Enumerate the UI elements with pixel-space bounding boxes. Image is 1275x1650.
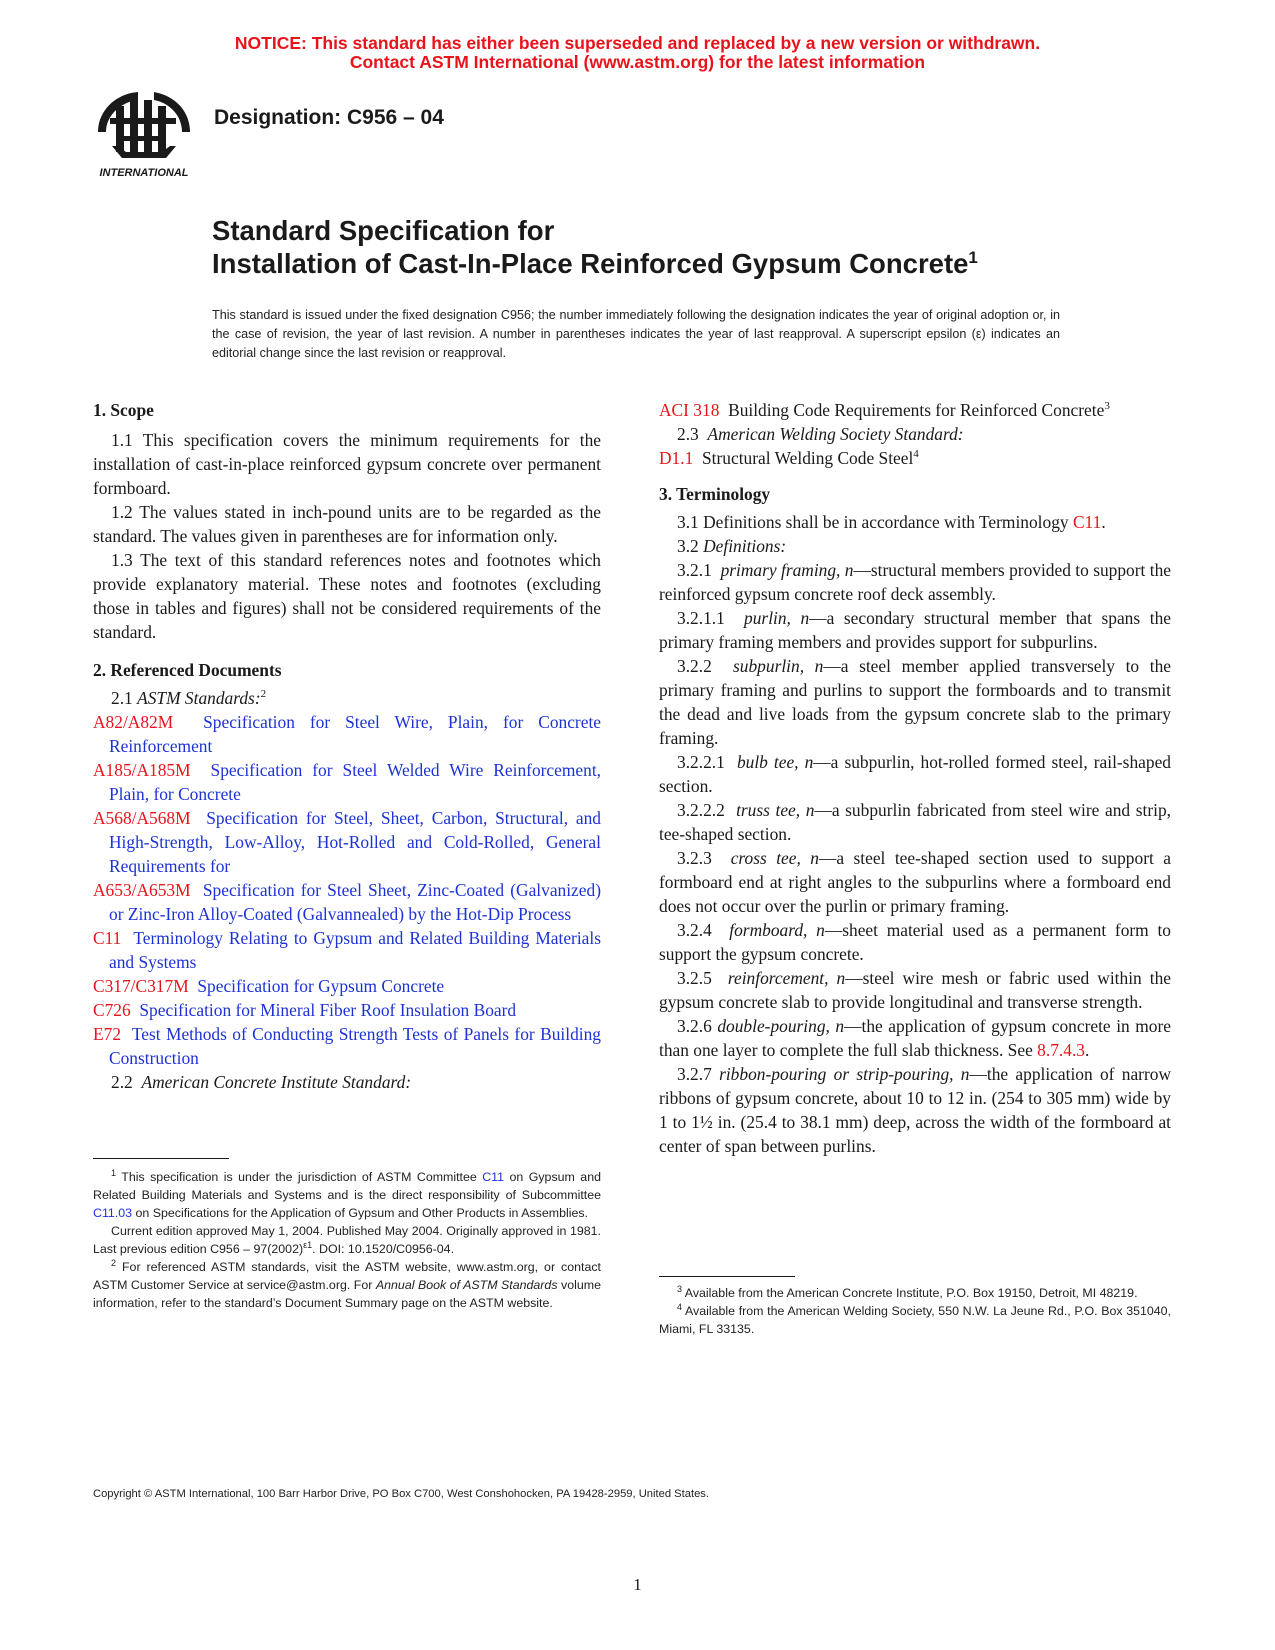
footnote-edition: Current edition approved May 1, 2004. Published May 2004. Originally approved in 1981. Last previous edition $C956 - 97(2002)^{\varepsilon 1}$. DOI: 10.1520/C0956-04.: [93, 1224, 601, 1256]
footnote-2: $^2$ For referenced ASTM standards, visit the ASTM website, www.astm.org, or contact ASTM Customer Service at service@astm.org. For Annual Book of ASTM Standards volume information, refer to the standard’s Document Summary page on the ASTM website.: [93, 1257, 601, 1310]
definition-item: 3.2.1 primary framing, n—structural members provided to support the reinforced gypsum concrete roof deck assembly.: [659, 560, 1172, 604]
footnote-4: $^4$ Available from the American Welding Society, 550 N.W. La Jeune Rd., P.O. Box 351040, Miami, FL 33135.: [659, 1301, 1171, 1336]
title-line-2: Installation of Cast-In-Place Reinforced Gypsum Concrete$^1$: [212, 247, 978, 279]
definition-term: subpurlin, n: [733, 656, 824, 676]
definition-item: 3.2.5 reinforcement, n—steel wire mesh or fabric used within the gypsum concrete slab to provide longitudinal and transverse strength.: [659, 968, 1172, 1012]
right-column: [659, 398, 1171, 1158]
footnote-3: $^3$ Available from the American Concrete Institute, P.O. Box 19150, Detroit, MI 48219.: [677, 1283, 1138, 1300]
scope-1-2: 1.2 The values stated in inch-pound units are to be regarded as the standard. The values given in parentheses are for information only.: [93, 502, 601, 546]
definition-term: primary framing, n: [720, 560, 854, 580]
reference-item: [93, 926, 601, 974]
ref-code[interactable]: A185/A185M: [93, 760, 191, 780]
issued-note: This standard is issued under the fixed designation C956; the number immediately following the designation indicates the year of original adoption or, in the case of revision, the year of last revision. A number in parentheses indicates the year of last reapproval. A superscript epsilon (ε) indicates an editorial change since the last revision or reapproval.: [212, 308, 1060, 360]
reference-item: [93, 758, 601, 806]
definition-item: 3.2.2.1 bulb tee, n—a subpurlin, hot-rolled formed steel, rail-shaped section.: [659, 752, 1171, 796]
withdrawal-notice: [0, 34, 1275, 72]
notice-line-1: NOTICE: This standard has either been superseded and replaced by a new version or withdrawn.: [234, 33, 1041, 53]
ref-title[interactable]: Specification for Steel Welded Wire Reinforcement, Plain, for Concrete: [109, 760, 601, 804]
reference-d1-1: D1.1 Structural Welding Code Steel$^4$: [659, 448, 919, 468]
left-column: [93, 398, 601, 1094]
ref-code[interactable]: A568/A568M: [93, 808, 191, 828]
logo-text: INTERNATIONAL: [99, 167, 189, 179]
reference-item: [93, 806, 601, 878]
ref-title[interactable]: Specification for Mineral Fiber Roof Insulation Board: [139, 1000, 517, 1020]
title-footnote-mark: 1: [968, 247, 978, 267]
footnote-rule-right: [659, 1276, 795, 1277]
reference-item: [93, 974, 601, 998]
reference-item: [93, 878, 601, 926]
page-number: 1: [633, 1575, 642, 1594]
footnote-rule-left: [93, 1158, 229, 1159]
footnote-link-c11-03[interactable]: C11.03: [93, 1206, 133, 1220]
aci-standard-label: 2.2 American Concrete Institute Standard:: [111, 1072, 412, 1092]
definition-term: purlin, n: [744, 608, 810, 628]
definition-3-2-6: 3.2.6 double-pouring, n—the application of gypsum concrete in more than one layer to complete the full slab thickness. See 8.7.4.3.: [659, 1016, 1171, 1060]
definition-item: 3.2.4 formboard, n—sheet material used as a permanent form to support the gypsum concrete.: [659, 920, 1171, 964]
ref-title[interactable]: Terminology Relating to Gypsum and Related Building Materials and Systems: [109, 928, 601, 972]
notice-line-2: Contact ASTM International (www.astm.org) for the latest information: [349, 52, 926, 72]
reference-item: [93, 1022, 601, 1070]
astm-standards-label: 2.1 ASTM Standards:$^2$: [111, 688, 267, 708]
ref-code[interactable]: E72: [93, 1024, 122, 1044]
scope-1-1: 1.1 This specification covers the minimum requirements for the installation of cast-in-place reinforced gypsum concrete over permanent formboard.: [93, 430, 601, 498]
footnotes-right: [659, 1284, 1171, 1338]
definition-term: bulb tee, n: [736, 752, 814, 772]
ref-code[interactable]: A653/A653M: [93, 880, 191, 900]
definition-item: 3.2.3 cross tee, n—a steel tee-shaped section used to support a formboard end at right angles to the subpurlins where a formboard end does not occur over the purlin or primary framing.: [659, 848, 1171, 916]
scope-1-3: 1.3 The text of this standard references notes and footnotes which provide explanatory material. These notes and footnotes (excluding those in tables and figures) shall not be considered requirements of the standard.: [93, 550, 601, 642]
ref-title[interactable]: Test Methods of Conducting Strength Tests of Panels for Building Construction: [109, 1024, 601, 1068]
ref-title[interactable]: Specification for Gypsum Concrete: [197, 976, 445, 996]
ref-code-aci-318[interactable]: ACI 318: [659, 400, 720, 420]
reference-item: [93, 998, 601, 1022]
title-line-1: Standard Specification for: [212, 215, 555, 246]
terminology-3-1: 3.1 Definitions shall be in accordance with Terminology C11.: [677, 512, 1106, 532]
definitions-label: 3.2 Definitions:: [677, 536, 787, 556]
definition-term: truss tee, n: [736, 800, 815, 820]
reference-list: [93, 710, 601, 1070]
ref-title[interactable]: Specification for Steel Sheet, Zinc-Coated (Galvanized) or Zinc-Iron Alloy-Coated (Galvannealed) by the Hot-Dip Process: [109, 880, 601, 924]
astm-logo-icon: [92, 88, 196, 184]
ref-code[interactable]: C726: [93, 1000, 131, 1020]
section-heading-referenced-documents: 2. Referenced Documents: [93, 660, 282, 680]
ref-code[interactable]: A82/A82M: [93, 712, 174, 732]
definition-link-8-7-4-3[interactable]: 8.7.4.3: [1037, 1040, 1085, 1060]
definition-item: 3.2.2.2 truss tee, n—a subpurlin fabricated from steel wire and strip, tee-shaped section.: [659, 800, 1171, 844]
footnote-1: $^1$ This specification is under the jurisdiction of ASTM Committee C11 on Gypsum and Related Building Materials and Systems and is the direct responsibility of Subcommittee C11.03 on Specifications for the Application of Gypsum and Other Products in Assemblies.: [93, 1167, 601, 1220]
definition-item: 3.2.1.1 purlin, n—a secondary structural member that spans the primary framing members and provides support for subpurlins.: [659, 608, 1171, 652]
document-title: [212, 214, 978, 280]
astm-logo: [92, 88, 196, 184]
ref-code-d1-1[interactable]: D1.1: [659, 448, 694, 468]
ref-title[interactable]: Specification for Steel, Sheet, Carbon, Structural, and High-Strength, Low-Alloy, Hot-Rolled and Cold-Rolled, General Requirements for: [109, 808, 601, 876]
ref-code[interactable]: C317/C317M: [93, 976, 189, 996]
definition-3-2-7: 3.2.7 ribbon-pouring or strip-pouring, n—the application of narrow ribbons of gypsum concrete, about 10 to 12 in. (254 to 305 mm) wide by 1 to 1½ in. (25.4 to 38.1 mm) deep, across the width of the formboard at center of span between purlins.: [659, 1064, 1171, 1156]
definition-term: cross tee, n: [730, 848, 819, 868]
section-heading-terminology: 3. Terminology: [659, 484, 771, 504]
footnote-link-c11[interactable]: C11: [482, 1170, 505, 1184]
ref-title[interactable]: Specification for Steel Wire, Plain, for Concrete Reinforcement: [109, 712, 601, 756]
terminology-link-c11[interactable]: C11: [1072, 512, 1102, 532]
footnotes-left: [93, 1168, 601, 1312]
definition-item: 3.2.2 subpurlin, n—a steel member applied transversely to the primary framing and purlins to support the formboards and to transmit the dead and live loads from the gypsum concrete slab to the primary framing.: [659, 656, 1171, 748]
aws-standard-label: 2.3 American Welding Society Standard:: [677, 424, 964, 444]
section-heading-scope: 1. Scope: [93, 400, 154, 420]
definition-term: formboard, n: [729, 920, 825, 940]
reference-aci-318: ACI 318 Building Code Requirements for Reinforced Concrete$^3$: [659, 400, 1110, 420]
copyright-line: Copyright © ASTM International, 100 Barr Harbor Drive, PO Box C700, West Conshohocken, PA 19428-2959, United States.: [93, 1488, 709, 1500]
ref-code[interactable]: C11: [93, 928, 122, 948]
definition-term: reinforcement, n: [727, 968, 846, 988]
definition-list: [659, 558, 1171, 1014]
designation: Designation: C956 – 04: [214, 106, 444, 129]
reference-item: [93, 710, 601, 758]
